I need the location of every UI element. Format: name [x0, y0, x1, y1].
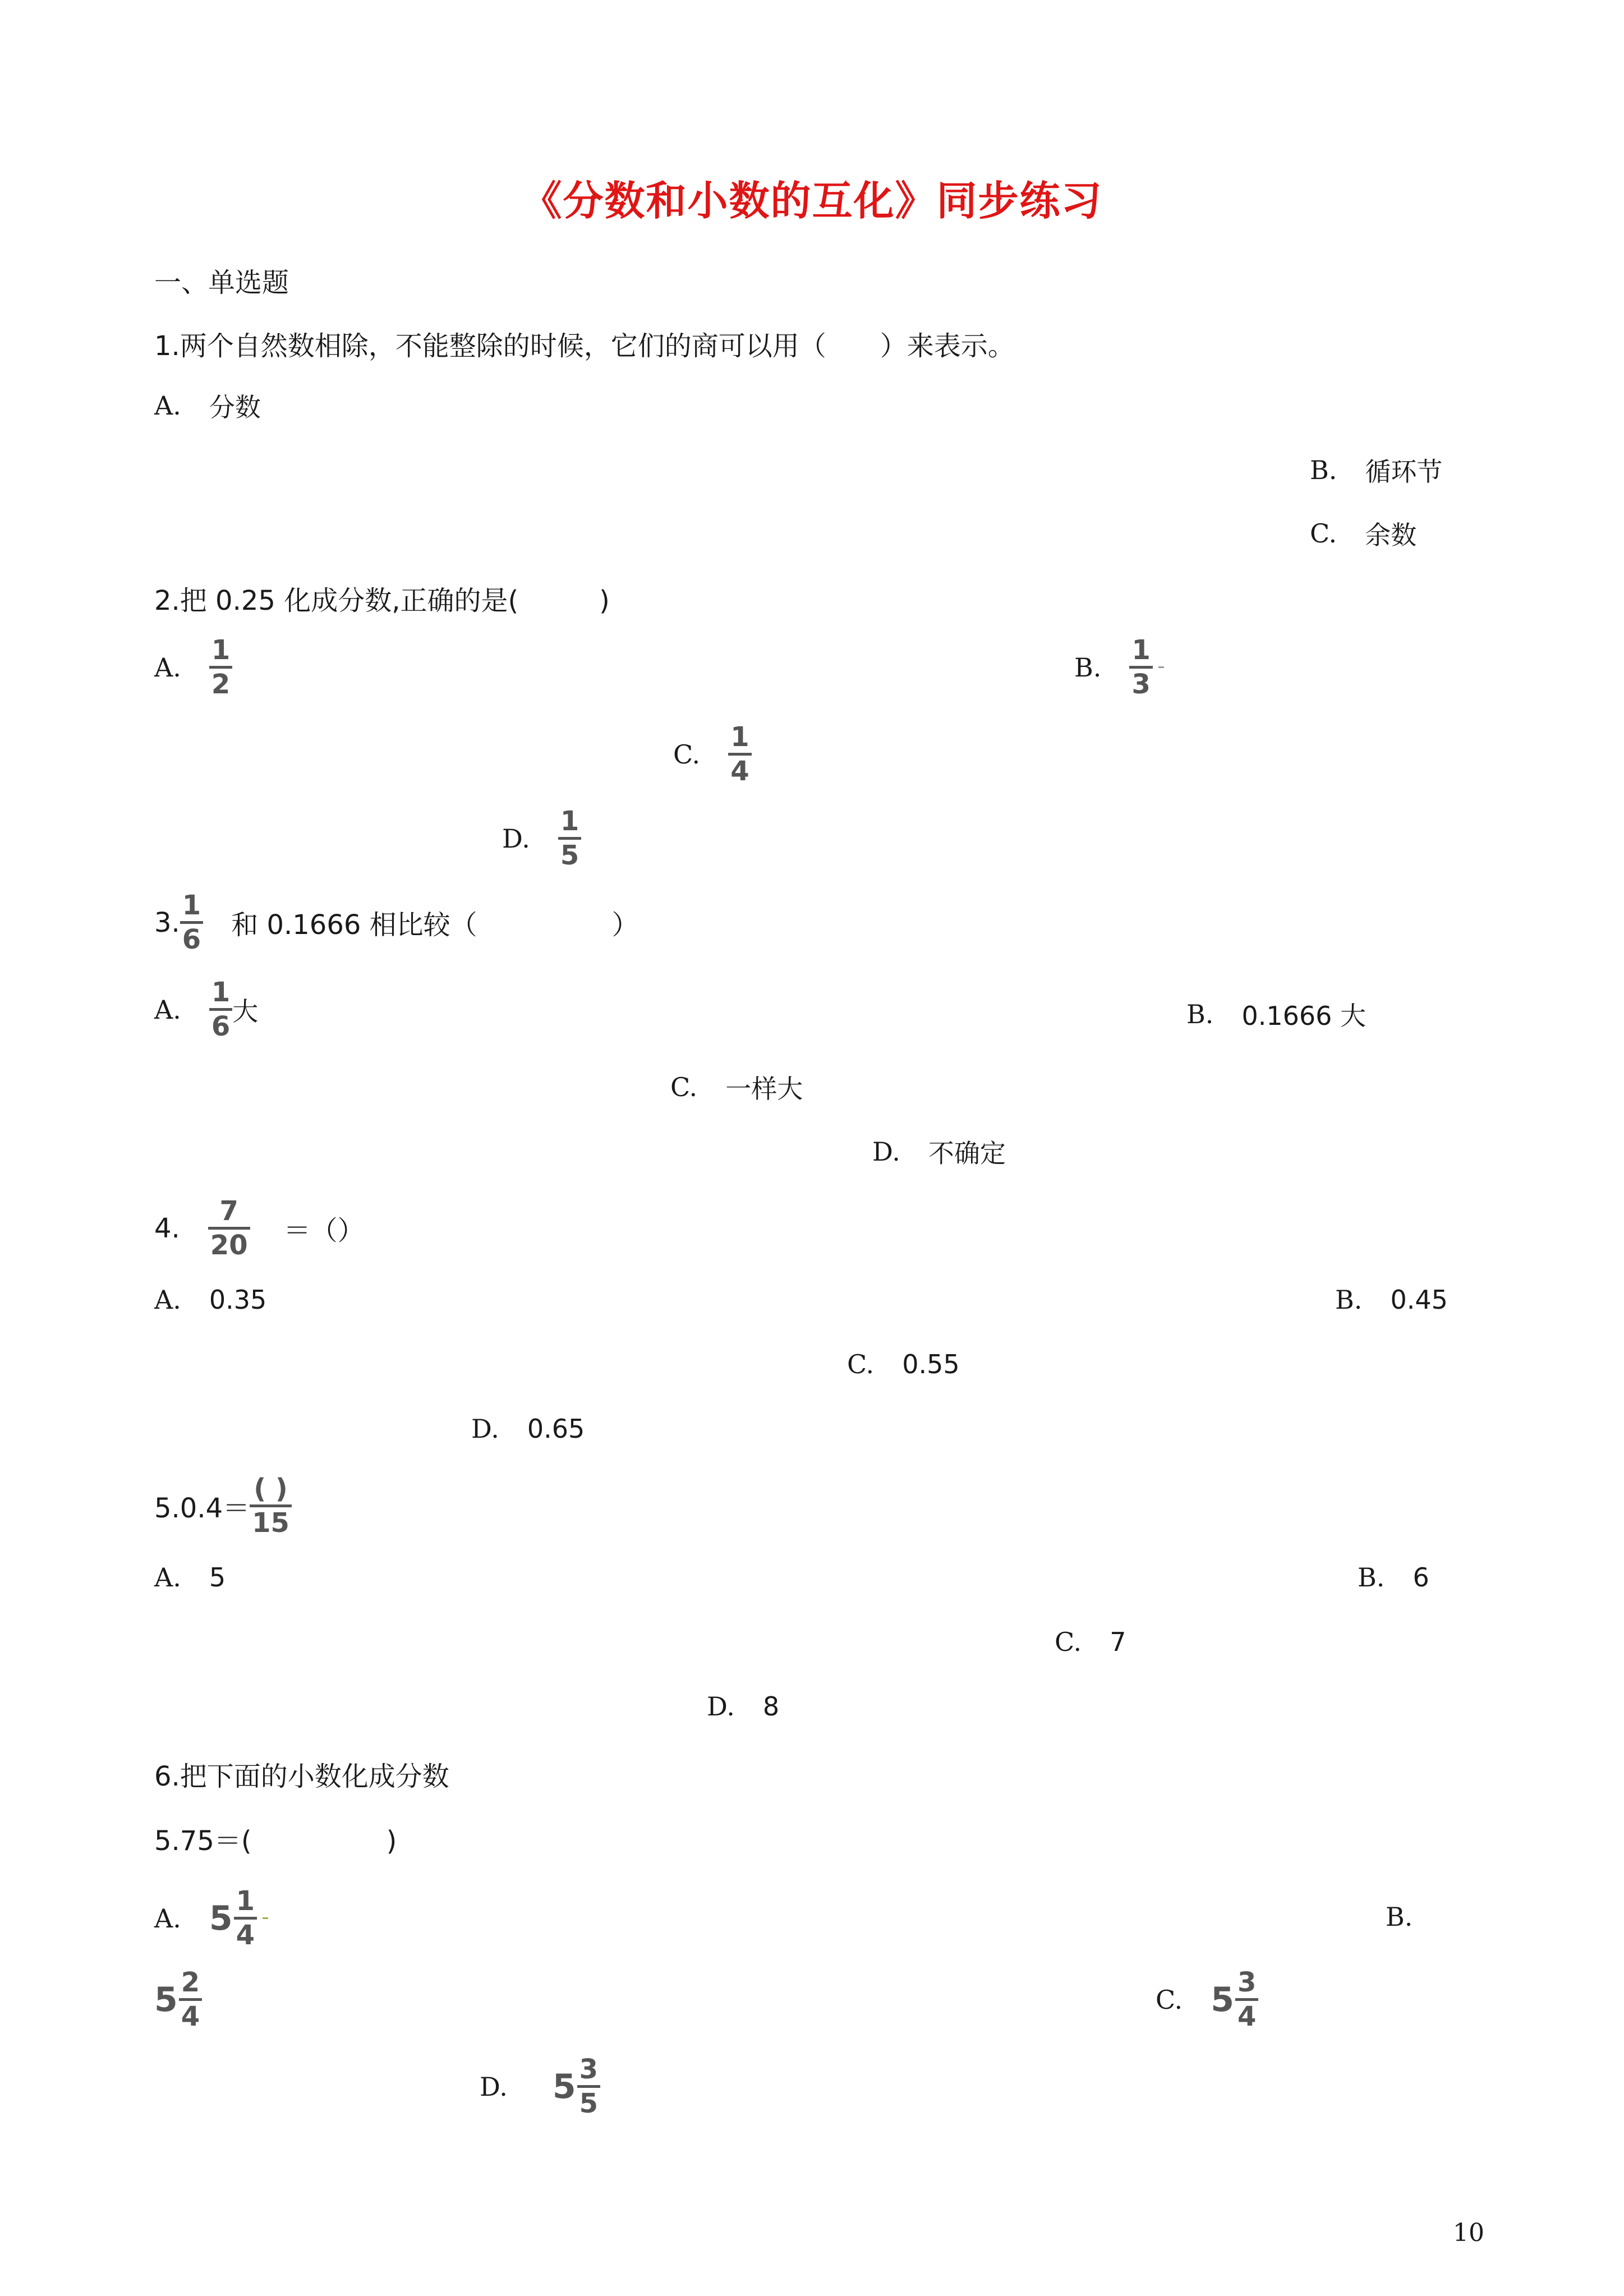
- option-letter: B.: [1186, 999, 1214, 1029]
- denominator: 4: [1237, 2001, 1257, 2032]
- denominator: 6: [211, 1011, 231, 1042]
- page-title: 《分数和小数的互化》同步练习: [521, 177, 1103, 224]
- option-text: 0.45: [1390, 1285, 1448, 1315]
- question-4-text: [154, 1195, 365, 1261]
- question-body: 和 0.1666 相比较（ ）: [231, 909, 639, 941]
- option-letter: A.: [154, 994, 181, 1025]
- fraction: [1235, 1969, 1258, 2030]
- option-letter: B.: [1310, 455, 1337, 485]
- fraction: [577, 2056, 600, 2117]
- question-1-option-c[interactable]: [1310, 515, 1416, 552]
- question-5-text: [154, 1473, 292, 1539]
- option-letter: A.: [154, 390, 181, 421]
- option-text: 不确定: [928, 1138, 1006, 1168]
- mixed-number: [209, 1885, 257, 1951]
- option-letter: B.: [1386, 1902, 1413, 1932]
- denominator: 2: [211, 669, 231, 700]
- question-number: 3.: [154, 907, 180, 938]
- option-letter: D.: [471, 1414, 499, 1444]
- option-letter: A.: [154, 1903, 181, 1934]
- denominator: 20: [210, 1230, 248, 1261]
- option-letter: D.: [502, 823, 530, 854]
- mixed-number: [154, 1969, 202, 2030]
- question-2-option-a[interactable]: [154, 634, 232, 700]
- numerator: ( ): [254, 1473, 288, 1504]
- question-5-option-a[interactable]: [154, 1562, 226, 1593]
- option-letter: A.: [154, 1562, 181, 1593]
- question-3-option-b[interactable]: [1186, 996, 1366, 1033]
- numerator: 1: [182, 890, 201, 921]
- question-2-option-c[interactable]: [673, 721, 752, 787]
- question-5-option-c[interactable]: [1055, 1627, 1126, 1657]
- numerator: 1: [560, 806, 579, 837]
- option-text: 分数: [209, 392, 261, 422]
- numerator: 1: [236, 1885, 255, 1917]
- option-letter: C.: [847, 1349, 875, 1379]
- question-number: 5.0.4＝: [154, 1493, 250, 1524]
- option-letter: D.: [480, 2071, 508, 2102]
- mixed-number: [553, 2056, 600, 2117]
- numerator: 7: [219, 1195, 238, 1227]
- option-letter: C.: [673, 739, 701, 770]
- denominator: 6: [182, 924, 201, 955]
- option-text: 8: [762, 1691, 780, 1722]
- question-2-option-d[interactable]: [502, 808, 581, 869]
- option-text: 一样大: [725, 1074, 803, 1104]
- option-text: 循环节: [1365, 457, 1443, 487]
- question-3-option-d[interactable]: [872, 1133, 1006, 1170]
- question-1-option-b[interactable]: [1310, 452, 1442, 489]
- option-letter: C.: [1310, 518, 1337, 549]
- option-letter: B.: [1074, 652, 1102, 683]
- option-text: 大: [232, 996, 259, 1027]
- fraction: [728, 721, 751, 787]
- option-text: 余数: [1365, 520, 1417, 550]
- question-3-option-a[interactable]: [154, 979, 258, 1040]
- option-letter: C.: [1156, 1984, 1183, 2015]
- question-2-option-b[interactable]: [1074, 634, 1164, 700]
- option-text: 6: [1413, 1562, 1429, 1593]
- option-letter: A.: [154, 1285, 181, 1315]
- question-6-option-c[interactable]: [1156, 1969, 1258, 2030]
- option-letter: A.: [154, 652, 181, 683]
- denominator: 4: [181, 2001, 200, 2032]
- option-letter: D.: [872, 1137, 900, 1167]
- option-letter: D.: [707, 1691, 735, 1722]
- numerator: 1: [1131, 634, 1151, 666]
- question-number: 4.: [154, 1212, 180, 1244]
- option-text: 7: [1110, 1627, 1126, 1657]
- fraction: [179, 1969, 202, 2030]
- denominator: 15: [252, 1507, 289, 1539]
- option-text: 5: [209, 1562, 226, 1593]
- question-3-text: [154, 892, 639, 953]
- question-6-subtext: 5.75＝( ): [154, 1825, 397, 1857]
- fraction: [180, 892, 203, 953]
- question-6-option-b-value[interactable]: [154, 1969, 202, 2030]
- stray-mark: [263, 1917, 268, 1919]
- denominator: 5: [560, 840, 579, 871]
- question-5-option-b[interactable]: [1358, 1562, 1429, 1593]
- mixed-number: [1211, 1969, 1258, 2030]
- question-5-option-d[interactable]: [707, 1691, 779, 1722]
- fraction: [209, 979, 232, 1040]
- numerator: 1: [211, 977, 231, 1008]
- option-text: 0.35: [209, 1285, 267, 1315]
- option-text: 0.65: [527, 1414, 585, 1444]
- question-6-text: 6.把下面的小数化成分数: [154, 1761, 449, 1792]
- numerator: 3: [579, 2054, 599, 2085]
- fraction: [209, 634, 232, 700]
- numerator: 2: [181, 1967, 200, 1998]
- whole-part: 5: [209, 1898, 233, 1938]
- fraction: [558, 808, 581, 869]
- question-4-option-a[interactable]: [154, 1285, 266, 1315]
- question-6-option-d[interactable]: [480, 2056, 600, 2117]
- question-6-option-b-letter[interactable]: [1386, 1902, 1441, 1932]
- fraction: [234, 1885, 257, 1951]
- option-letter: C.: [1055, 1627, 1082, 1657]
- question-1-text: 1.两个自然数相除，不能整除的时候，它们的商可以用（ ）来表示。: [154, 330, 1015, 362]
- section-heading: 一、单选题: [154, 267, 289, 298]
- denominator: 4: [730, 756, 749, 787]
- page-number: 10: [1453, 2219, 1484, 2247]
- option-letter: B.: [1335, 1285, 1363, 1315]
- numerator: 3: [1237, 1967, 1257, 1998]
- question-6-option-a[interactable]: [154, 1885, 268, 1951]
- stray-mark: [1158, 666, 1164, 668]
- denominator: 3: [1131, 669, 1151, 700]
- numerator: 1: [730, 721, 749, 753]
- question-4-option-b[interactable]: [1335, 1285, 1448, 1315]
- fraction: [208, 1195, 250, 1261]
- whole-part: 5: [552, 2067, 576, 2106]
- option-letter: B.: [1358, 1562, 1385, 1593]
- whole-part: 5: [154, 1980, 178, 2019]
- question-4-option-d[interactable]: [471, 1414, 585, 1444]
- option-text: 0.1666 大: [1241, 1001, 1367, 1031]
- denominator: 4: [236, 1920, 255, 1951]
- option-text: 0.55: [902, 1349, 960, 1379]
- fraction: [1129, 634, 1152, 700]
- question-body: ＝（）: [283, 1215, 365, 1246]
- whole-part: 5: [1211, 1980, 1234, 2019]
- question-4-option-c[interactable]: [847, 1349, 960, 1379]
- question-3-option-c[interactable]: [670, 1069, 803, 1106]
- fraction: [250, 1473, 292, 1539]
- option-letter: C.: [670, 1072, 698, 1102]
- denominator: 5: [579, 2088, 599, 2119]
- question-1-option-a[interactable]: [154, 387, 261, 424]
- numerator: 1: [211, 634, 231, 666]
- question-2-text: 2.把 0.25 化成分数,正确的是( ): [154, 585, 610, 616]
